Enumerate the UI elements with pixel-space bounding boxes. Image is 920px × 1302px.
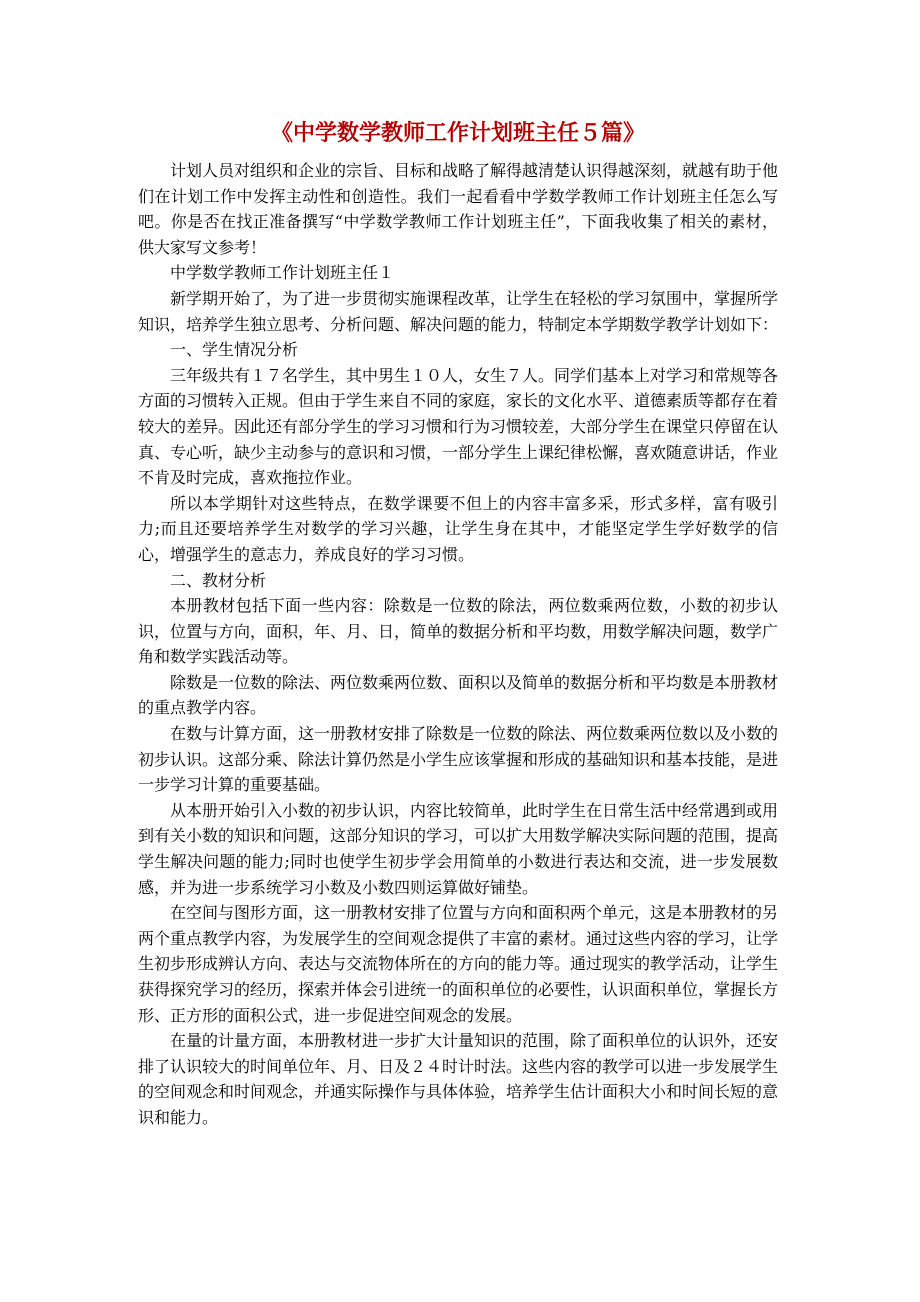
body-paragraph: 新学期开始了，为了进一步贯彻实施课程改革，让学生在轻松的学习氛围中，掌握所学知识，培养学生独立思考、分析问题、解决问题的能力，特制定本学期数学教学计划如下： bbox=[138, 288, 779, 334]
body-paragraph: 除数是一位数的除法、两位数乘两位数、面积以及简单的数据分析和平均数是本册教材的重点教学内容。 bbox=[138, 672, 779, 718]
body-paragraph: 在量的计量方面，本册教材进一步扩大计量知识的范围，除了面积单位的认识外，还安排了认识较大的时间单位年、月、日及２４时计时法。这些内容的教学可以进一步发展学生的空间观念和时间观念，并通实际操作与具体体验，培养学生估计面积大小和时间长短的意识和能力。 bbox=[138, 1031, 779, 1127]
body-paragraph: 从本册开始引入小数的初步认识，内容比较简单，此时学生在日常生活中经常遇到或用到有关小数的知识和问题，这部分知识的学习，可以扩大用数学解决实际问题的范围，提高学生解决问题的能力;同时也使学生初步学会用简单的小数进行表达和交流，进一步发展数感，并为进一步系统学习小数及小数四则运算做好铺垫。 bbox=[138, 800, 779, 897]
body-paragraph: 三年级共有１７名学生，其中男生１０人，女生７人。同学们基本上对学习和常规等各方面的习惯转入正规。但由于学生来自不同的家庭，家长的文化水平、道德素质等都存在着较大的差异。因此还有部分学生的学习习惯和行为习惯较差，大部分学生在课堂只停留在认真、专心听，缺少主动参与的意识和习惯，一部分学生上课纪律松懈，喜欢随意讲话，作业不肯及时完成，喜欢拖拉作业。 bbox=[138, 365, 779, 488]
body-paragraph: 本册教材包括下面一些内容：除数是一位数的除法，两位数乘两位数，小数的初步认识，位置与方向，面积，年、月、日，简单的数据分析和平均数，用数学解决问题，数学广角和数学实践活动等。 bbox=[138, 596, 779, 667]
body-paragraph: 在空间与图形方面，这一册教材安排了位置与方向和面积两个单元，这是本册教材的另两个重点教学内容，为发展学生的空间观念提供了丰富的素材。通过这些内容的学习，让学生初步形成辨认方向、表达与交流物体所在的方向的能力等。通过现实的教学活动，让学生获得探究学习的经历，探索并体会引进统一的面积单位的必要性，认识面积单位，掌握长方形、正方形的面积公式，进一步促进空间观念的发展。 bbox=[138, 903, 779, 1025]
body-paragraph: 在数与计算方面，这一册教材安排了除数是一位数的除法、两位数乘两位数以及小数的初步认识。这部分乘、除法计算仍然是小学生应该掌握和形成的基础知识和基本技能，是进一步学习计算的重要基础。 bbox=[138, 724, 779, 795]
intro-paragraph: 计划人员对组织和企业的宗旨、目标和战略了解得越清楚认识得越深刻，就越有助于他们在计划工作中发挥主动性和创造性。我们一起看看中学数学教师工作计划班主任怎么写吧。你是否在找正准备撰写“中学数学教师工作计划班主任”，下面我收集了相关的素材，供大家写文参考！ bbox=[138, 161, 779, 257]
section-heading: 一、学生情况分析 bbox=[170, 340, 299, 360]
document-page bbox=[138, 116, 778, 1131]
body-paragraph: 所以本学期针对这些特点，在数学课要不但上的内容丰富多采，形式多样，富有吸引力;而且还要培养学生对数学的学习兴趣，让学生身在其中，才能坚定学生学好数学的信心，增强学生的意志力，养成良好的学习习惯。 bbox=[138, 493, 778, 564]
document-title: 《中学数学教师工作计划班主任５篇》 bbox=[270, 120, 645, 146]
section-heading: 二、教材分析 bbox=[170, 570, 267, 590]
article-subtitle: 中学数学教师工作计划班主任１ bbox=[170, 263, 395, 283]
